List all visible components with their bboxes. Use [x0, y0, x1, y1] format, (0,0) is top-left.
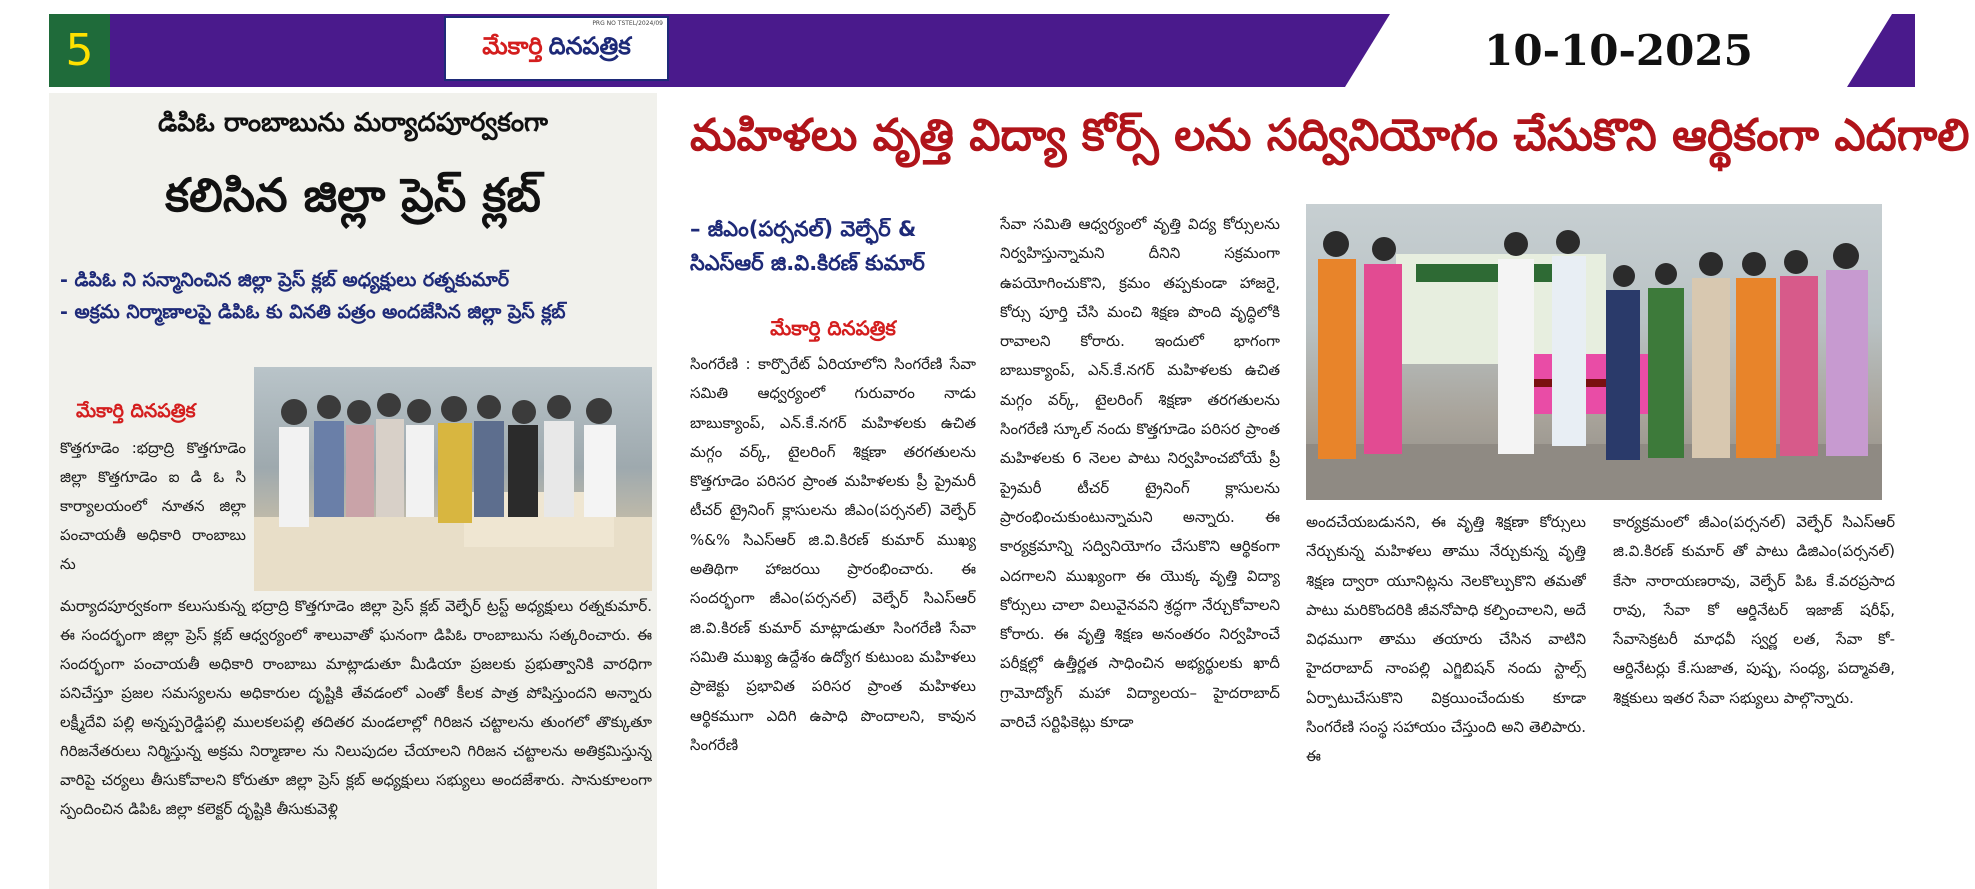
press-club-photo-figures	[254, 367, 652, 591]
training-program-photo-figures	[1306, 204, 1882, 500]
left-article-body-intro: కొత్తగూడెం :భద్రాద్రి కొత్తగూడెం జిల్లా కొత్తగూడెం ఐ డి ఓ సి కార్యాలయంలో నూతన జిల్లా పంచాయతీ అధికారి రాంబాబు ను	[60, 439, 246, 573]
left-article-kicker: డిపిఓ రాంబాబును మర్యాదపూర్వకంగా	[158, 108, 548, 138]
main-article-column-4: కార్యక్రమంలో జీఎం(పర్సనల్) వెల్ఫేర్ సిఎస్ఆర్ జి.వి.కిరణ్ కుమార్ తో పాటు డిజిఎం(పర్సనల్) కేసా నారాయణరావు, వెల్ఫేర్ పిఓ కే.వరప్రసాద రావు, సేవా కో ఆర్డినేటర్ ఇజాజ్ షరీఫ్, సేవాసెక్రటరీ మాధవీ స్వర్ణ లత, సేవా కో-ఆర్డినేటర్లు కే.సుజాత, పుష్ప, సంధ్య, పద్మావతి, శిక్షకులు ఇతర సేవా సభ్యులు పాల్గొన్నారు.	[1613, 513, 1895, 707]
logo-registration-tag: PRG NO TSTEL/2024/09	[592, 20, 663, 27]
left-article-body: మర్యాదపూర్వకంగా కలుసుకున్న భద్రాద్రి కొత్తగూడెం జిల్లా ప్రెస్ క్లబ్ వెల్ఫేర్ ట్రస్ట్ అధ్యక్షులు రత్నకుమార్. ఈ సందర్భంగా జిల్లా ప్రెస్ క్లబ్ ఆధ్వర్యంలో శాలువాతో ఘనంగా డిపిఓ రాంబాబును సత్కరించారు. ఈ సందర్భంగా పంచాయతీ అధికారి రాంబాబు మాట్లాడుతూ మీడియా ప్రజలకు ప్రభుత్వానికి వారధిగా పనిచేస్తూ ప్రజల సమస్యలను అధికారుల దృష్టికి తేవడంలో ఎంతో కీలక పాత్ర పోషిస్తుందని అన్నారు లక్ష్మీదేవి పల్లి అన్నప్పరెడ్డిపల్లి ములకలపల్లి తదితర మండలాల్లో గిరిజన చట్టాలను తుంగలో తొక్కుతూ గిరిజనేతరులు నిర్మిస్తున్న అక్రమ నిర్మాణాల ను నిలుపుదల చేయాలని గిరిజన చట్టాలను అతిక్రమిస్తున్న వారిపై చర్యలు తీసుకోవాలని కోరుతూ జిల్లా ప్రెస్ క్లబ్ అధ్యక్షులు సభ్యులు అందజేశారు. సానుకూలంగా స్పందించిన డిపిఓ జిల్లా కలెక్టర్ దృష్టికి తీసుకువెళ్లి	[60, 597, 652, 818]
newspaper-logo	[444, 16, 669, 81]
main-article-byline: మేకార్తి దినపత్రిక	[770, 316, 896, 340]
page-number-badge: 5	[49, 14, 110, 87]
logo-text-part1: మేకార్తి	[482, 31, 543, 60]
left-bullet-2: - అక్రమ నిర్మాణాలపై డిపిఓ కు వినతి పత్రం అందజేసిన జిల్లా ప్రెస్ క్లబ్	[60, 301, 566, 323]
left-article-byline: మేకార్తి దినపత్రిక	[76, 400, 196, 422]
main-article-column-2: సేవా సమితి ఆధ్వర్యంలో వృత్తి విద్య కోర్సులను నిర్వహిస్తున్నామని దీనిని సక్రమంగా ఉపయోగించుకొని, క్రమం తప్పకుండా హాజరై, కోర్సు పూర్తి చేసి మంచి శిక్షణ పొంది వృద్ధిలోకి రావాలని కోరారు. ఇందులో భాగంగా బాబుక్యాంప్, ఎన్.కే.నగర్ మహిళలకు ఉచిత మగ్గం వర్క్, టైలరింగ్ శిక్షణా తరగతులను సింగరేణి స్కూల్ నందు కొత్తగూడెం పరిసర ప్రాంత మహిళలకు 6 నెలల పాటు నిర్వహించబోయే ప్రీ ప్రైమరీ టీచర్ ట్రైనింగ్ క్లాసులను ప్రారంభించుకుంటున్నామని అన్నారు. ఈ కార్యక్రమాన్ని సద్వినియోగం చేసుకొని ఆర్థికంగా ఎదగాలని ముఖ్యంగా ఈ యొక్క వృత్తి విద్యా కోర్సులు చాలా విలువైనవని శ్రద్ధగా నేర్చుకోవాలని కోరారు. ఈ వృత్తి శిక్షణ అనంతరం నిర్వహించే పరీక్షల్లో ఉత్తీర్ణత సాధించిన అభ్యర్థులకు ఖాదీ గ్రామోద్యోగ్ మహా విద్యాలయ– హైదరాబాద్ వారిచే సర్టిఫికెట్లు కూడా	[1000, 215, 1280, 732]
main-article-column-1: సింగరేణి : కార్పొరేట్ ఏరియాలోని సింగరేణి సేవా సమితి ఆధ్వర్యంలో గురువారం నాడు బాబుక్యాంప్, ఎన్.కే.నగర్ మహిళలకు ఉచిత మగ్గం వర్క్, టైలరింగ్ శిక్షణా తరగతులను కొత్తగూడెం పరిసర ప్రాంత మహిళలకు ప్రీ ప్రైమరీ టీచర్ ట్రైనింగ్ క్లాసులను జీఎం(పర్సనల్) వెల్ఫేర్ %&% సిఎస్ఆర్ జి.వి.కిరణ్ కుమార్ ముఖ్య అతిథిగా హాజరయి ప్రారంభించారు. ఈ సందర్భంగా జీఎం(పర్సనల్) వెల్ఫేర్ సిఎస్ఆర్ జి.వి.కిరణ్ కుమార్ మాట్లాడుతూ సింగరేణి సేవా సమితి ముఖ్య ఉద్దేశం ఉద్యోగ కుటుంబ మహిళలు ప్రాజెక్టు ప్రభావిత పరిసర ప్రాంత మహిళలు ఆర్థికముగా ఎదిగి ఉపాధి పొందాలని, కావున సింగరేణి	[690, 355, 976, 754]
left-bullet-1: - డిపిఓ ని సన్మానించిన జిల్లా ప్రెస్ క్లబ్ అధ్యక్షులు రత్నకుమార్	[60, 269, 510, 291]
training-program-photo	[1306, 204, 1882, 500]
main-article-subhead: – జీఎం(పర్సనల్) వెల్ఫేర్ & సిఎస్ఆర్ జి.వి.కిరణ్ కుమార్	[690, 217, 925, 275]
main-article-headline: మహిళలు వృత్తి విద్యా కోర్స్ లను సద్వినియోగం చేసుకొని ఆర్థికంగా ఎదగాలి	[690, 110, 1970, 161]
left-article-headline: కలిసిన జిల్లా ప్రెస్ క్లబ్	[165, 168, 541, 222]
logo-text-part2: దినపత్రిక	[548, 31, 631, 60]
main-article-column-3: అందచేయబడునని, ఈ వృత్తి శిక్షణా కోర్సులు నేర్చుకున్న మహిళలు తాము నేర్చుకున్న వృత్తి శిక్షణ ద్వారా యూనిట్లను నెలకొల్పుకొని తమతో పాటు మరికొందరికి జీవనోపాధి కల్పించాలని, అదే విధముగా తాము తయారు చేసిన వాటిని హైదరాబాద్ నాంపల్లి ఎగ్జిబిషన్ నందు స్టాల్స్ ఏర్పాటుచేసుకొని విక్రయించేందుకు కూడా సింగరేణి సంస్థ సహాయం చేస్తుంది అని తెలిపారు. ఈ	[1306, 513, 1586, 766]
issue-date: 10-10-2025	[1484, 26, 1753, 75]
left-article-bullets	[60, 264, 652, 328]
press-club-photo	[254, 367, 652, 591]
